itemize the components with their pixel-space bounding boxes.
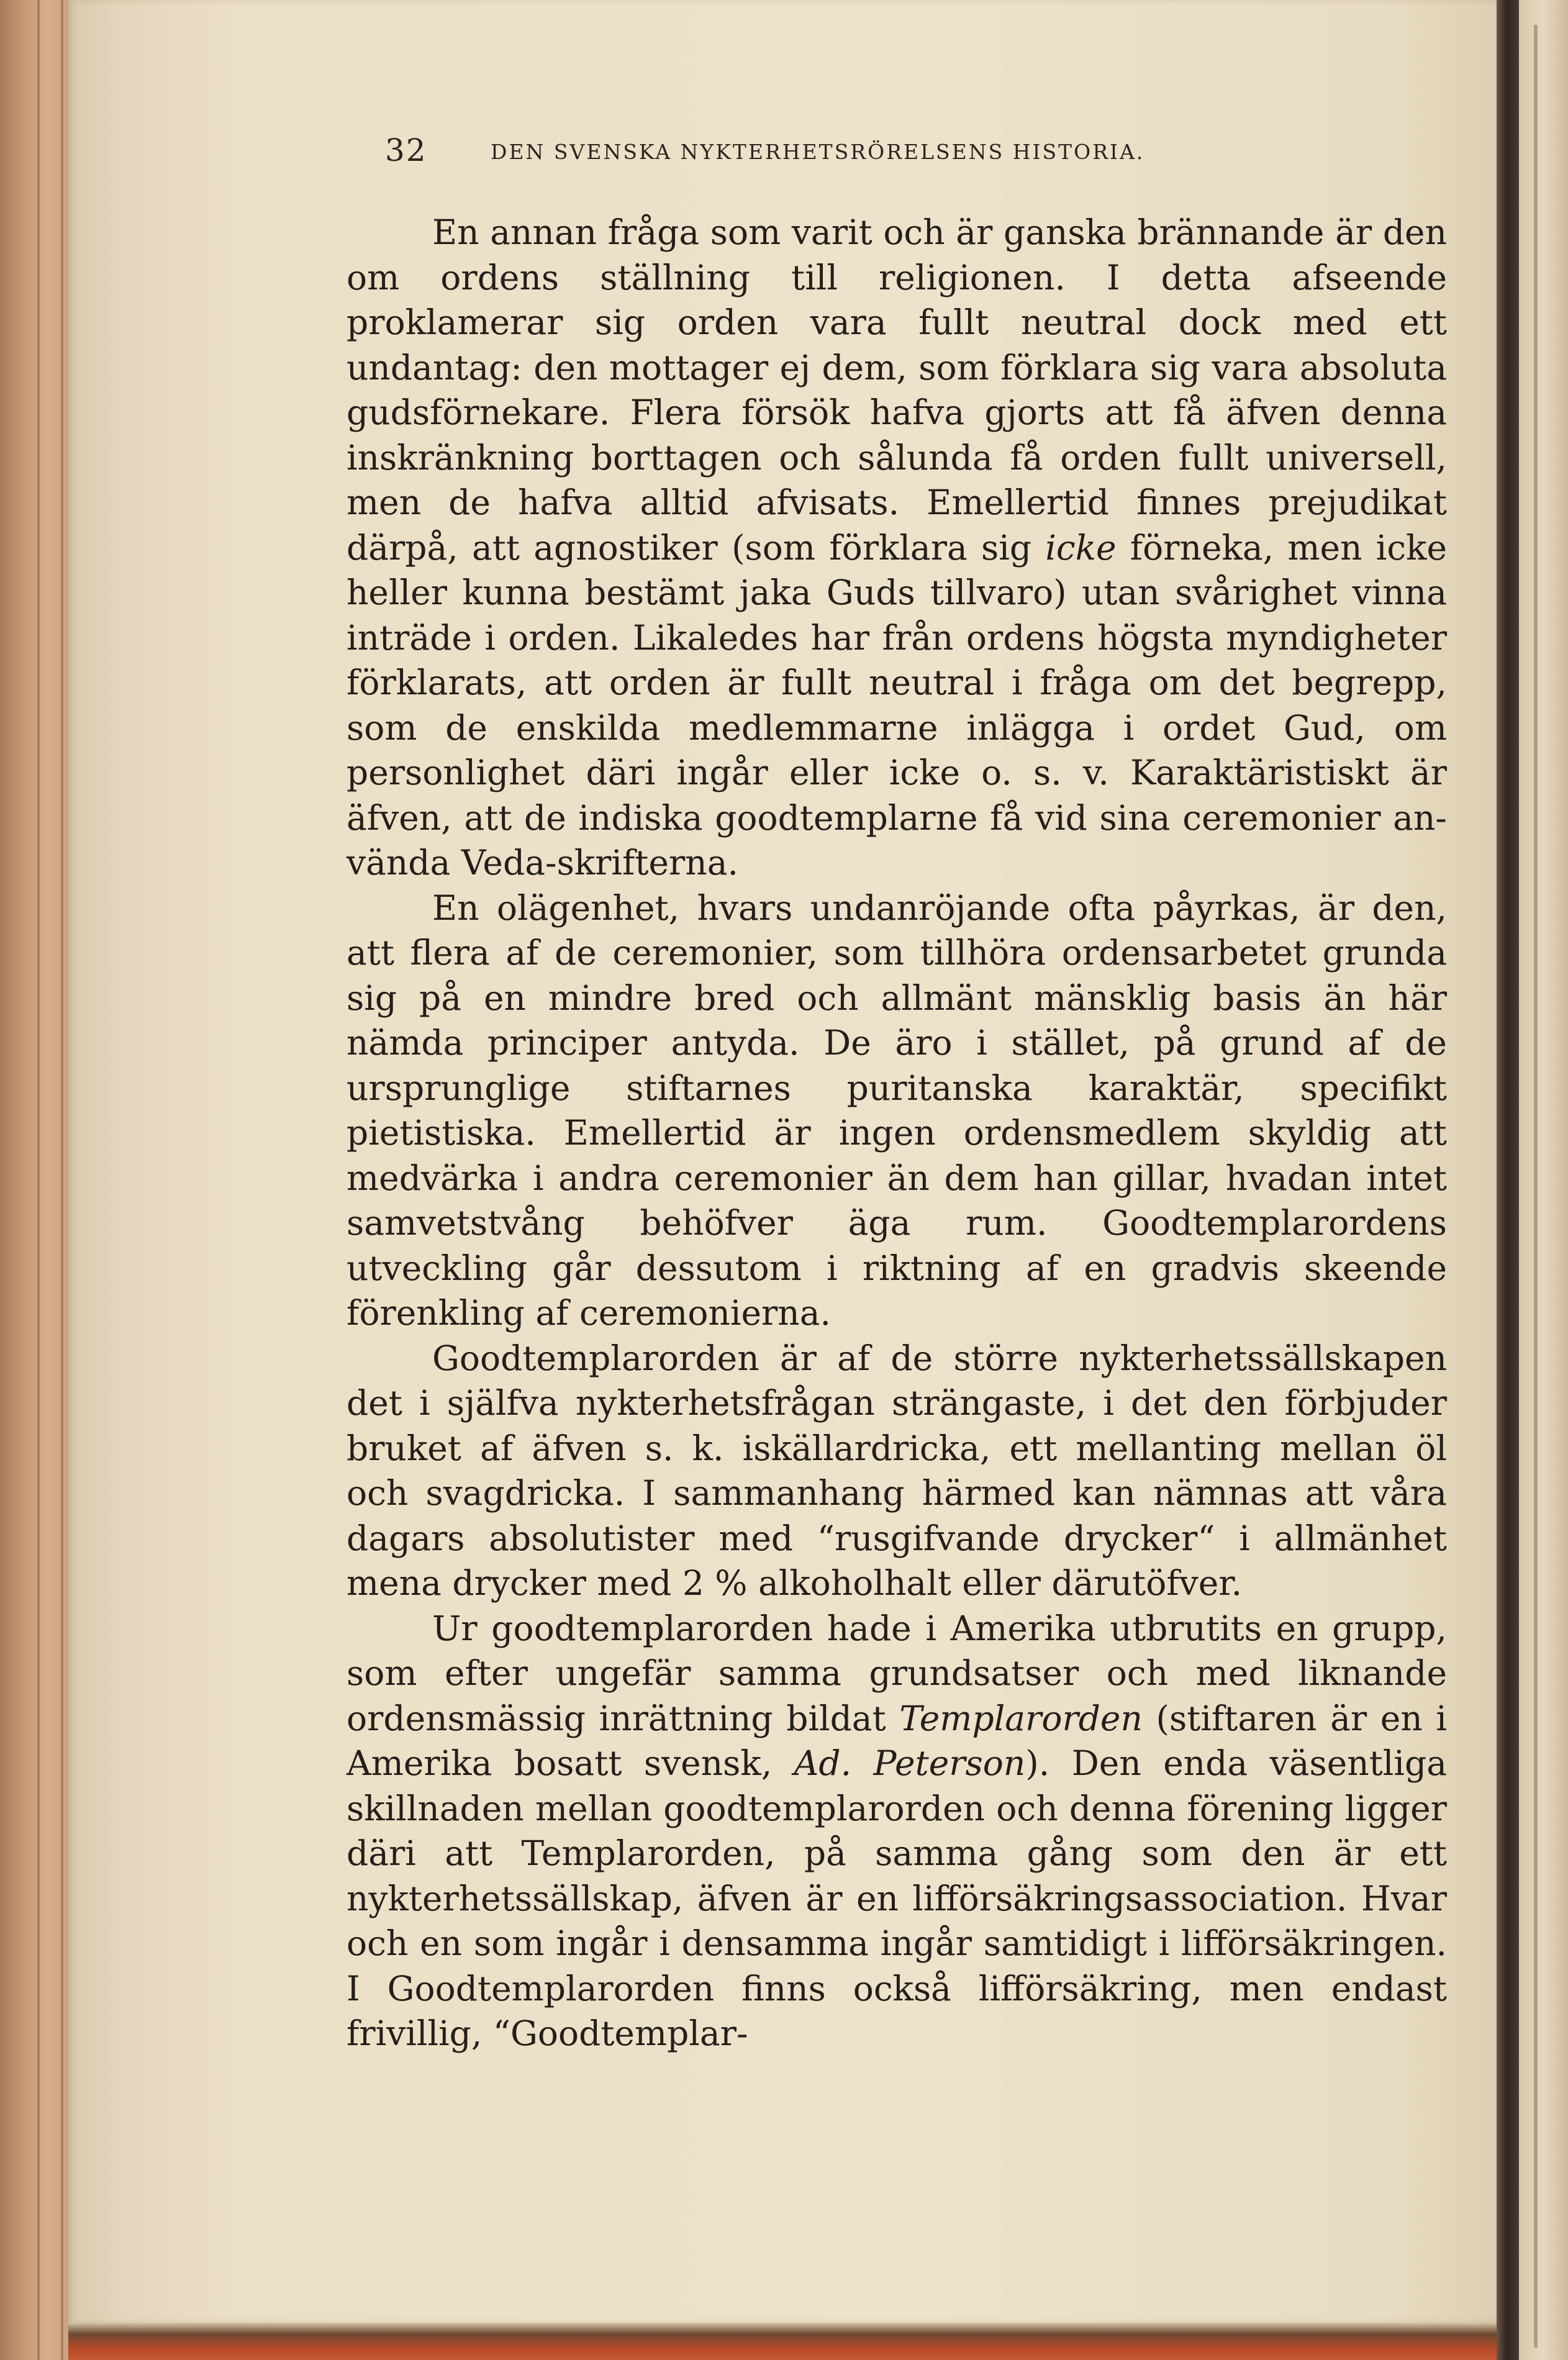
next-page-edge (1519, 0, 1568, 2360)
book-right-gutter (1497, 0, 1519, 2360)
next-page-crease (1534, 25, 1538, 2348)
text-segment: En olägenhet, hvars undanröjande ofta påyrkas, är den, att flera af de ceremonier, som tillhöra ordensarbetet grunda sig på en mindre bred och allmänt mänsklig basis än här nämda principer antyda. De äro i stället, på grund af de ursprunglige stiftarnes puritanska karaktär, specifikt pietistiska. Emellertid är ingen ordensmedlem skyldig att medvärka i andra ceremonier än dem han gillar, hvadan intet samvetstvång behöfver äga rum. Goodtemplarordens utveckling går dessutom i riktning af en gradvis skeende förenkling af ceremonierna. (347, 887, 1447, 1333)
book-bottom-edge (68, 2323, 1568, 2360)
text-segment: Ur goodtemplarorden hade i Amerika utbrutits en grupp, som efter ungefär samma grundsatser och med liknande ordensmässig inrättning bildat (347, 1608, 1447, 1738)
page-number: 32 (385, 132, 427, 168)
text-segment: En annan fråga som varit och är ganska brännande är den om ordens ställning till religionen. I detta afseende proklamerar sig orden vara fullt neutral dock med ett undantag: den mottager ej dem, som förklara sig vara absoluta gudsförnekare. Flera försök hafva gjorts att få äfven denna inskränkning borttagen och sålunda få orden fullt universell, men de hafva alltid afvisats. Emellertid finnes prejudikat därpå, att agnostiker (som förklara sig (347, 212, 1447, 568)
binding-crease (37, 0, 40, 2360)
text-segment: (stiftaren är en i Amerika bosatt svensk, (347, 1698, 1447, 1783)
text-segment: Goodtemplarorden är af de större nykterhetssällskapen det i själfva nykterhetsfrågan strängaste, i det den förbjuder bruket af äfven s. k. iskällardricka, ett mellanting mellan öl och svagdricka. I sammanhang härmed kan nämnas att våra dagars absolutister med “rusgifvande drycker“ i allmänhet mena drycker med 2 % alkoholhalt eller därutöfver. (347, 1338, 1447, 1603)
paragraph-ceremonies (347, 886, 1447, 1336)
running-title: DEN SVENSKA NYKTERHETSRÖRELSENS HISTORIA. (491, 140, 1145, 164)
body-text (347, 210, 1447, 2056)
text-segment: ). Den enda väsentliga skillnaden mellan goodtemplarorden och denna förening ligger däri att Templarorden, på samma gång som den är ett nykterhetssällskap, äfven är en lifförsäkringsassociation. Hvar och en som ingår i densamma ingår samtidigt i lifförsäkringen. I Goodtemplarorden finns också lifförsäkring, men endast frivillig, “Goodtemplar- (347, 1743, 1447, 2053)
binding-crease (61, 0, 63, 2360)
running-header (385, 127, 1329, 171)
paragraph-templarorden (347, 1606, 1447, 2056)
italic-segment: Ad. Peterson (794, 1743, 1026, 1783)
italic-segment: icke (1045, 527, 1117, 568)
book-binding-left (0, 0, 68, 2360)
italic-segment: Templarorden (899, 1698, 1143, 1738)
text-segment: förneka, men icke heller kunna bestämt jaka Guds tillvaro) utan svårighet vinna inträde i orden. Likaledes har från ordens högsta myndigheter förklarats, att orden är fullt neutral i fråga om det begrepp, som de enskilda medlemmarne inlägga i ordet Gud, om personlighet däri ingår eller icke o. s. v. Karaktäristiskt är äfven, att de indiska goodtemplarne få vid sina ceremonier använda Veda-skrifterna. (347, 527, 1447, 883)
paragraph-strictness (347, 1336, 1447, 1606)
paragraph-religion (347, 210, 1447, 886)
